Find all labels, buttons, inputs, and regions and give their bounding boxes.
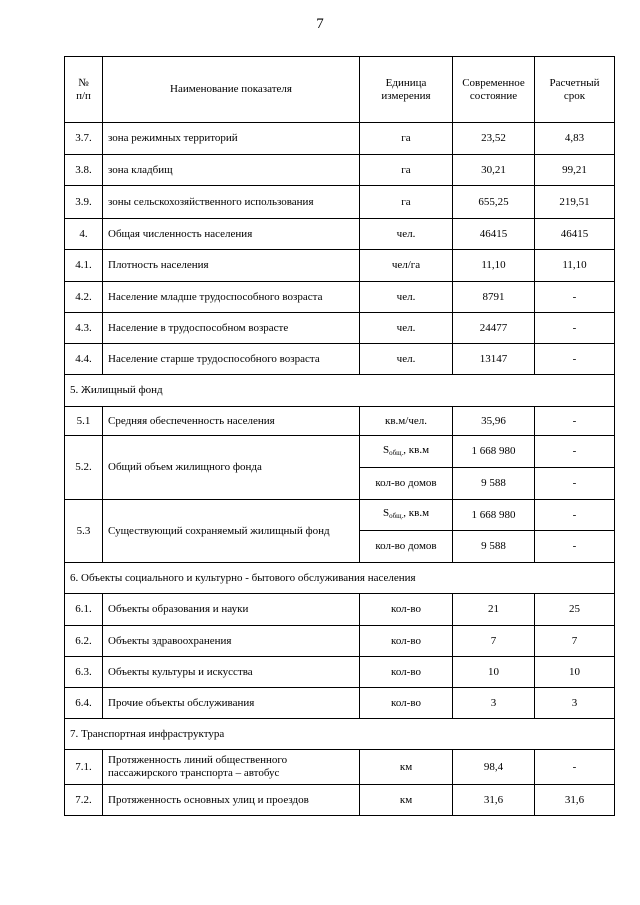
table-row	[65, 594, 615, 626]
row-plan: 25	[535, 594, 615, 626]
table-row	[65, 750, 615, 785]
row-current: 1 668 980	[453, 500, 535, 531]
row-plan: -	[535, 750, 615, 785]
page-number: 7	[316, 16, 324, 32]
row-unit: га	[360, 155, 453, 186]
row-unit	[360, 436, 453, 468]
row-plan: -	[535, 500, 615, 531]
row-num: 6.2.	[65, 626, 103, 657]
row-num: 4.3.	[65, 313, 103, 344]
row-plan: 219,51	[535, 186, 615, 219]
row-plan: 4,83	[535, 123, 615, 155]
row-num: 4.	[65, 219, 103, 250]
row-plan: -	[535, 344, 615, 375]
table-row	[65, 219, 615, 250]
unit-rest: , кв.м	[403, 507, 430, 519]
section-title-housing: 5. Жилищный фонд	[65, 375, 615, 407]
row-num: 7.2.	[65, 785, 103, 816]
unit-subscript: общ.	[389, 512, 404, 520]
row-unit: кв.м/чел.	[360, 407, 453, 436]
row-name: зона кладбищ	[103, 155, 360, 186]
row-unit: га	[360, 186, 453, 219]
table-row	[65, 657, 615, 688]
row-unit: чел.	[360, 313, 453, 344]
row-current: 21	[453, 594, 535, 626]
row-name: Средняя обеспеченность населения	[103, 407, 360, 436]
header-plan: Расчетный срок	[535, 57, 615, 123]
row-current: 23,52	[453, 123, 535, 155]
row-name: Объекты культуры и искусства	[103, 657, 360, 688]
row-current: 24477	[453, 313, 535, 344]
row-name: Протяженность основных улиц и проездов	[103, 785, 360, 816]
row-plan: 3	[535, 688, 615, 719]
row-unit: км	[360, 750, 453, 785]
table-row	[65, 186, 615, 219]
unit-base: S	[382, 507, 390, 519]
header-name: Наименование показателя	[103, 57, 360, 123]
unit-base: S	[382, 443, 390, 456]
row-plan: 7	[535, 626, 615, 657]
table-row	[65, 155, 615, 186]
table-row	[65, 407, 615, 436]
row-num: 3.7.	[65, 123, 103, 155]
row-current: 8791	[453, 282, 535, 313]
row-current: 7	[453, 626, 535, 657]
row-current: 9 588	[453, 468, 535, 500]
table-row	[65, 436, 615, 468]
row-plan: 46415	[535, 219, 615, 250]
table-row	[65, 313, 615, 344]
section-title-social: 6. Объекты социального и культурно - бытового обслуживания населения	[65, 563, 615, 594]
row-name: Население в трудоспособном возрасте	[103, 313, 360, 344]
row-name: Население младше трудоспособного возраста	[103, 282, 360, 313]
row-num: 5.3	[65, 500, 103, 563]
row-current: 46415	[453, 219, 535, 250]
row-current: 35,96	[453, 407, 535, 436]
row-unit: кол-во	[360, 688, 453, 719]
row-name: Существующий сохраняемый жилищный фонд	[103, 500, 360, 563]
table-row	[65, 282, 615, 313]
row-name: Общий объем жилищного фонда	[103, 436, 360, 500]
row-unit: чел/га	[360, 250, 453, 282]
row-unit: чел.	[360, 282, 453, 313]
header-unit: Единица измерения	[360, 57, 453, 123]
row-current: 3	[453, 688, 535, 719]
row-name: Общая численность населения	[103, 219, 360, 250]
table-row	[65, 344, 615, 375]
row-name: Плотность населения	[103, 250, 360, 282]
row-unit: кол-во домов	[360, 468, 453, 500]
row-name: Прочие объекты обслуживания	[103, 688, 360, 719]
row-unit: чел.	[360, 344, 453, 375]
row-name: Протяженность линий общественного пассажирского транспорта – автобус	[103, 750, 360, 785]
row-num: 3.9.	[65, 186, 103, 219]
row-name: Объекты образования и науки	[103, 594, 360, 626]
table-row	[65, 500, 615, 531]
row-num: 3.8.	[65, 155, 103, 186]
row-current: 1 668 980	[453, 436, 535, 468]
row-unit: кол-во	[360, 657, 453, 688]
row-current: 11,10	[453, 250, 535, 282]
row-unit: кол-во	[360, 626, 453, 657]
row-plan: -	[535, 407, 615, 436]
row-current: 655,25	[453, 186, 535, 219]
table-row	[65, 250, 615, 282]
row-current: 98,4	[453, 750, 535, 785]
row-unit	[360, 500, 453, 531]
row-plan: -	[535, 468, 615, 500]
section-row	[65, 719, 615, 750]
row-current: 13147	[453, 344, 535, 375]
indicators-table	[64, 56, 615, 816]
section-row	[65, 375, 615, 407]
row-plan: -	[535, 313, 615, 344]
row-plan: -	[535, 531, 615, 563]
row-num: 5.1	[65, 407, 103, 436]
row-name: зона режимных территорий	[103, 123, 360, 155]
row-unit: км	[360, 785, 453, 816]
row-num: 7.1.	[65, 750, 103, 785]
row-current: 31,6	[453, 785, 535, 816]
row-plan: -	[535, 282, 615, 313]
row-name: Население старше трудоспособного возраста	[103, 344, 360, 375]
row-plan: 31,6	[535, 785, 615, 816]
row-num: 6.4.	[65, 688, 103, 719]
row-current: 9 588	[453, 531, 535, 563]
header-num: № п/п	[65, 57, 103, 123]
row-unit: чел.	[360, 219, 453, 250]
row-current: 10	[453, 657, 535, 688]
table-row	[65, 626, 615, 657]
unit-subscript: общ.	[389, 448, 404, 457]
table-row	[65, 123, 615, 155]
row-unit: га	[360, 123, 453, 155]
header-current: Современное состояние	[453, 57, 535, 123]
section-row	[65, 563, 615, 594]
row-current: 30,21	[453, 155, 535, 186]
row-plan: 99,21	[535, 155, 615, 186]
row-num: 6.3.	[65, 657, 103, 688]
row-num: 4.2.	[65, 282, 103, 313]
table-row	[65, 785, 615, 816]
table-row	[65, 688, 615, 719]
row-plan: 10	[535, 657, 615, 688]
row-name: Объекты здравоохранения	[103, 626, 360, 657]
row-num: 6.1.	[65, 594, 103, 626]
table-header-row	[65, 57, 615, 123]
row-plan: 11,10	[535, 250, 615, 282]
row-num: 4.1.	[65, 250, 103, 282]
row-num: 4.4.	[65, 344, 103, 375]
row-name: зоны сельскохозяйственного использования	[103, 186, 360, 219]
row-num: 5.2.	[65, 436, 103, 500]
unit-rest: , кв.м	[403, 443, 430, 456]
row-unit: кол-во	[360, 594, 453, 626]
row-unit: кол-во домов	[360, 531, 453, 563]
row-plan: -	[535, 436, 615, 468]
section-title-transport: 7. Транспортная инфраструктура	[65, 719, 615, 750]
